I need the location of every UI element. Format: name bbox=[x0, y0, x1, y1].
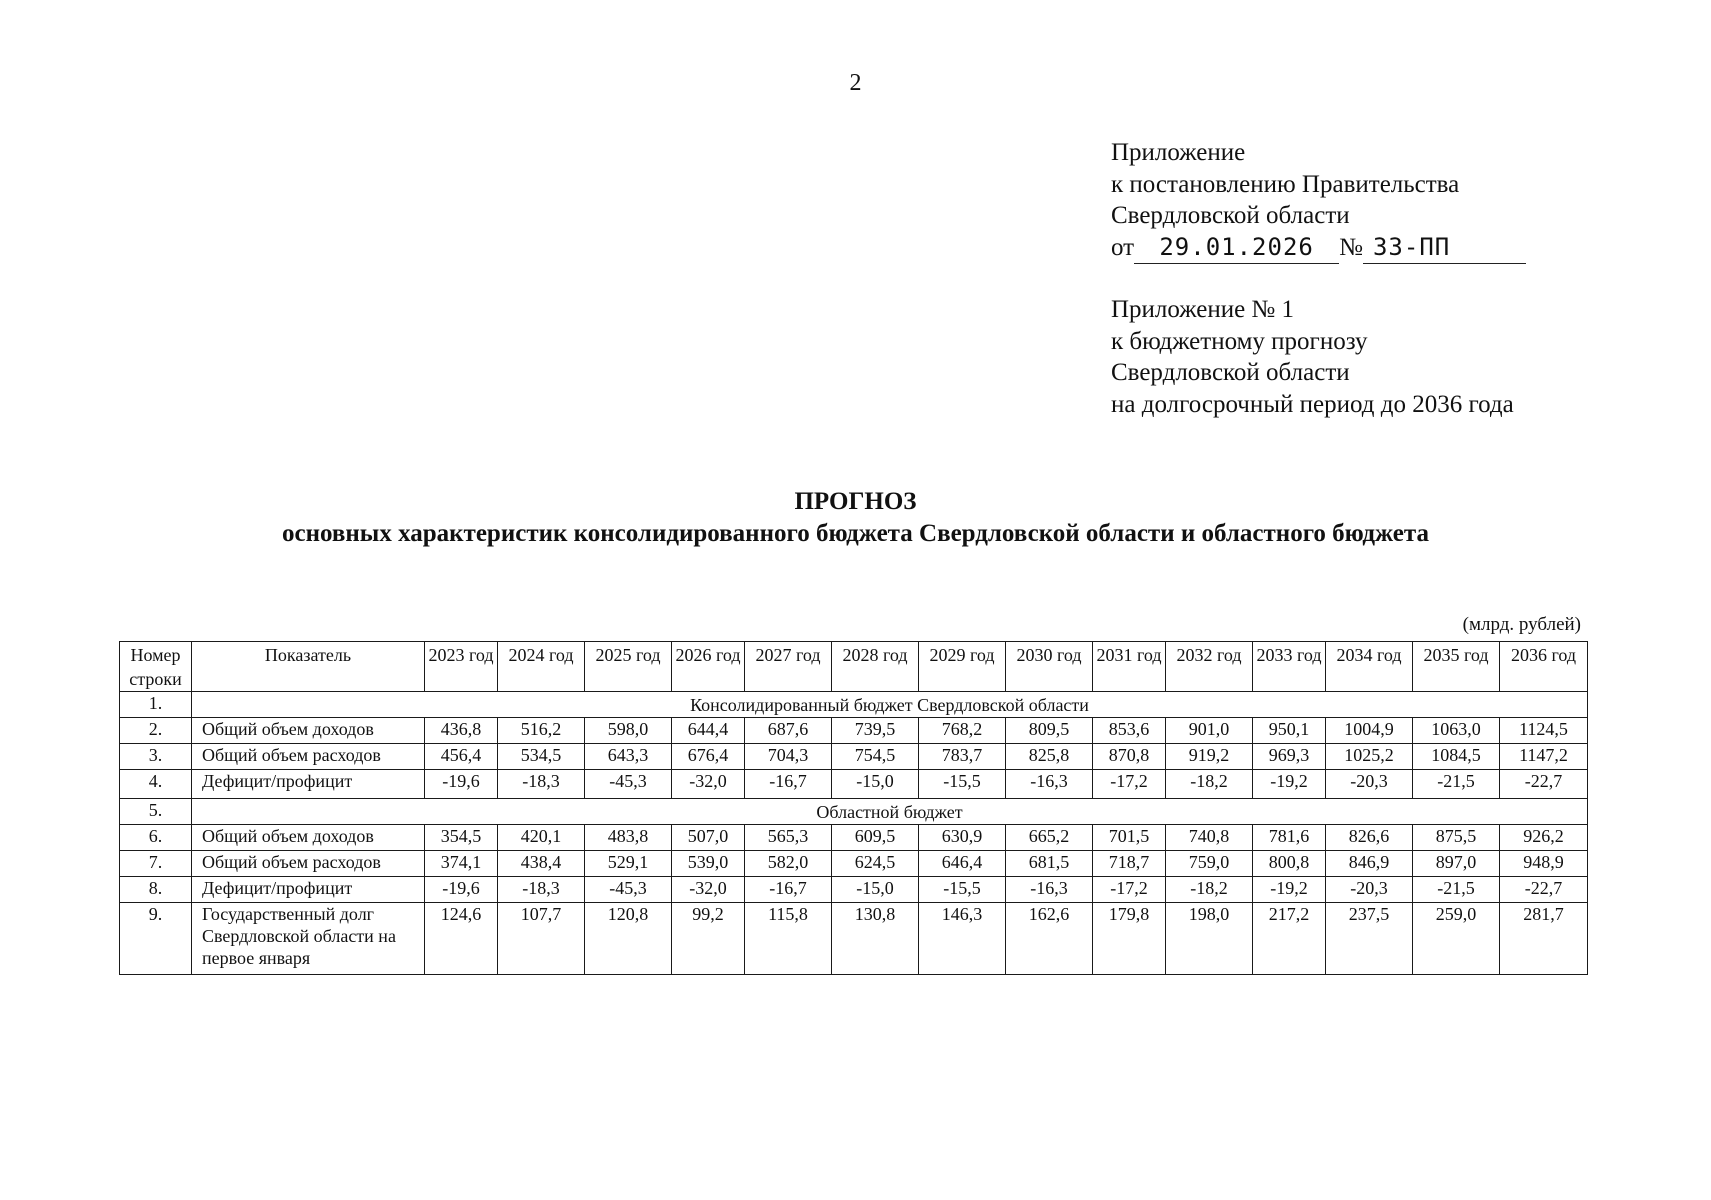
row-number: 6. bbox=[120, 825, 192, 851]
value-cell: 897,0 bbox=[1413, 851, 1500, 877]
value-cell: 1124,5 bbox=[1500, 718, 1588, 744]
value-cell: 354,5 bbox=[425, 825, 498, 851]
value-cell: 718,7 bbox=[1093, 851, 1166, 877]
value-cell: -19,2 bbox=[1253, 770, 1326, 799]
table-row bbox=[120, 903, 1588, 975]
document-number: 33-ПП bbox=[1363, 232, 1526, 265]
value-cell: 107,7 bbox=[498, 903, 585, 975]
row-number: 4. bbox=[120, 770, 192, 799]
value-cell: 644,4 bbox=[672, 718, 745, 744]
column-header-year: 2027 год bbox=[745, 642, 832, 692]
appendix-block bbox=[1111, 137, 1526, 264]
date-prefix: от bbox=[1111, 233, 1135, 261]
value-cell: 781,6 bbox=[1253, 825, 1326, 851]
value-cell: 681,5 bbox=[1006, 851, 1093, 877]
value-cell: 846,9 bbox=[1326, 851, 1413, 877]
value-cell: 565,3 bbox=[745, 825, 832, 851]
value-cell: 1004,9 bbox=[1326, 718, 1413, 744]
value-cell: 624,5 bbox=[832, 851, 919, 877]
value-cell: -18,2 bbox=[1166, 877, 1253, 903]
value-cell: 483,8 bbox=[585, 825, 672, 851]
value-cell: 754,5 bbox=[832, 744, 919, 770]
value-cell: 919,2 bbox=[1166, 744, 1253, 770]
value-cell: 179,8 bbox=[1093, 903, 1166, 975]
table-row bbox=[120, 825, 1588, 851]
table-row bbox=[120, 770, 1588, 799]
value-cell: -20,3 bbox=[1326, 877, 1413, 903]
table-row bbox=[120, 718, 1588, 744]
column-header-number: Номер строки bbox=[120, 642, 192, 692]
value-cell: -16,7 bbox=[745, 877, 832, 903]
value-cell: -19,6 bbox=[425, 877, 498, 903]
forecast-table bbox=[119, 641, 1588, 975]
appendix2-line: Приложение № 1 bbox=[1111, 296, 1295, 323]
table-row bbox=[120, 877, 1588, 903]
value-cell: 809,5 bbox=[1006, 718, 1093, 744]
appendix2-block bbox=[1111, 294, 1514, 420]
value-cell: -17,2 bbox=[1093, 770, 1166, 799]
indicator-label: Общий объем доходов bbox=[192, 825, 425, 851]
value-cell: -45,3 bbox=[585, 770, 672, 799]
value-cell: 534,5 bbox=[498, 744, 585, 770]
column-header-year: 2031 год bbox=[1093, 642, 1166, 692]
column-header-year: 2032 год bbox=[1166, 642, 1253, 692]
row-number: 5. bbox=[120, 799, 192, 825]
value-cell: 704,3 bbox=[745, 744, 832, 770]
value-cell: 539,0 bbox=[672, 851, 745, 877]
table-row bbox=[120, 851, 1588, 877]
value-cell: 969,3 bbox=[1253, 744, 1326, 770]
value-cell: 609,5 bbox=[832, 825, 919, 851]
appendix2-line: Свердловской области bbox=[1111, 359, 1350, 386]
value-cell: 1025,2 bbox=[1326, 744, 1413, 770]
value-cell: 1063,0 bbox=[1413, 718, 1500, 744]
column-header-year: 2035 год bbox=[1413, 642, 1500, 692]
value-cell: 99,2 bbox=[672, 903, 745, 975]
value-cell: 507,0 bbox=[672, 825, 745, 851]
value-cell: -16,3 bbox=[1006, 877, 1093, 903]
column-header-year: 2024 год bbox=[498, 642, 585, 692]
value-cell: 237,5 bbox=[1326, 903, 1413, 975]
value-cell: 146,3 bbox=[919, 903, 1006, 975]
value-cell: -16,7 bbox=[745, 770, 832, 799]
value-cell: 759,0 bbox=[1166, 851, 1253, 877]
value-cell: -18,2 bbox=[1166, 770, 1253, 799]
value-cell: 950,1 bbox=[1253, 718, 1326, 744]
row-number: 3. bbox=[120, 744, 192, 770]
row-number: 7. bbox=[120, 851, 192, 877]
value-cell: -21,5 bbox=[1413, 877, 1500, 903]
value-cell: 740,8 bbox=[1166, 825, 1253, 851]
table-row bbox=[120, 692, 1588, 718]
appendix-line: Приложение bbox=[1111, 139, 1246, 166]
indicator-label: Дефицит/профицит bbox=[192, 770, 425, 799]
date-value: 29.01.2026 bbox=[1134, 232, 1339, 265]
indicator-label: Общий объем доходов bbox=[192, 718, 425, 744]
column-header-year: 2034 год bbox=[1326, 642, 1413, 692]
row-number: 8. bbox=[120, 877, 192, 903]
column-header-year: 2029 год bbox=[919, 642, 1006, 692]
row-number: 9. bbox=[120, 903, 192, 975]
value-cell: -22,7 bbox=[1500, 770, 1588, 799]
value-cell: -15,0 bbox=[832, 877, 919, 903]
value-cell: 198,0 bbox=[1166, 903, 1253, 975]
value-cell: -19,2 bbox=[1253, 877, 1326, 903]
value-cell: 516,2 bbox=[498, 718, 585, 744]
value-cell: 1147,2 bbox=[1500, 744, 1588, 770]
value-cell: -18,3 bbox=[498, 770, 585, 799]
value-cell: 676,4 bbox=[672, 744, 745, 770]
row-number: 2. bbox=[120, 718, 192, 744]
value-cell: -16,3 bbox=[1006, 770, 1093, 799]
value-cell: 870,8 bbox=[1093, 744, 1166, 770]
value-cell: 456,4 bbox=[425, 744, 498, 770]
value-cell: -32,0 bbox=[672, 877, 745, 903]
value-cell: -19,6 bbox=[425, 770, 498, 799]
value-cell: -15,5 bbox=[919, 770, 1006, 799]
value-cell: 853,6 bbox=[1093, 718, 1166, 744]
document-title: ПРОГНОЗ bbox=[794, 488, 917, 515]
value-cell: 529,1 bbox=[585, 851, 672, 877]
indicator-label: Дефицит/профицит bbox=[192, 877, 425, 903]
number-sign: № bbox=[1339, 233, 1363, 261]
value-cell: 436,8 bbox=[425, 718, 498, 744]
value-cell: -22,7 bbox=[1500, 877, 1588, 903]
appendix-date-line bbox=[1111, 232, 1526, 265]
value-cell: 438,4 bbox=[498, 851, 585, 877]
table-row bbox=[120, 744, 1588, 770]
appendix-line: к постановлению Правительства bbox=[1111, 170, 1460, 198]
table-header-row bbox=[120, 642, 1588, 692]
value-cell: 115,8 bbox=[745, 903, 832, 975]
section-header: Областной бюджет bbox=[192, 799, 1588, 825]
value-cell: -18,3 bbox=[498, 877, 585, 903]
column-header-indicator: Показатель bbox=[192, 642, 425, 692]
column-header-year: 2030 год bbox=[1006, 642, 1093, 692]
value-cell: -20,3 bbox=[1326, 770, 1413, 799]
column-header-year: 2033 год bbox=[1253, 642, 1326, 692]
page-number: 2 bbox=[849, 70, 862, 96]
value-cell: 120,8 bbox=[585, 903, 672, 975]
value-cell: -15,0 bbox=[832, 770, 919, 799]
value-cell: -45,3 bbox=[585, 877, 672, 903]
section-header: Консолидированный бюджет Свердловской области bbox=[192, 692, 1588, 718]
value-cell: 643,3 bbox=[585, 744, 672, 770]
value-cell: 630,9 bbox=[919, 825, 1006, 851]
indicator-label: Общий объем расходов bbox=[192, 744, 425, 770]
indicator-label: Общий объем расходов bbox=[192, 851, 425, 877]
value-cell: 768,2 bbox=[919, 718, 1006, 744]
appendix2-line: на долгосрочный период до 2036 года bbox=[1111, 390, 1514, 418]
value-cell: 420,1 bbox=[498, 825, 585, 851]
indicator-label: Государственный долг Свердловской области на первое января bbox=[192, 903, 425, 975]
value-cell: 374,1 bbox=[425, 851, 498, 877]
value-cell: 687,6 bbox=[745, 718, 832, 744]
value-cell: -21,5 bbox=[1413, 770, 1500, 799]
value-cell: 826,6 bbox=[1326, 825, 1413, 851]
value-cell: 701,5 bbox=[1093, 825, 1166, 851]
column-header-year: 2026 год bbox=[672, 642, 745, 692]
unit-label: (млрд. рублей) bbox=[1462, 614, 1581, 635]
value-cell: 948,9 bbox=[1500, 851, 1588, 877]
column-header-year: 2028 год bbox=[832, 642, 919, 692]
value-cell: 1084,5 bbox=[1413, 744, 1500, 770]
value-cell: 582,0 bbox=[745, 851, 832, 877]
value-cell: 875,5 bbox=[1413, 825, 1500, 851]
document-subtitle: основных характеристик консолидированного бюджета Свердловской области и областного бюджета bbox=[282, 520, 1429, 547]
column-header-year: 2036 год bbox=[1500, 642, 1588, 692]
value-cell: -17,2 bbox=[1093, 877, 1166, 903]
value-cell: 217,2 bbox=[1253, 903, 1326, 975]
value-cell: 926,2 bbox=[1500, 825, 1588, 851]
value-cell: 783,7 bbox=[919, 744, 1006, 770]
row-number: 1. bbox=[120, 692, 192, 718]
value-cell: 259,0 bbox=[1413, 903, 1500, 975]
value-cell: 130,8 bbox=[832, 903, 919, 975]
appendix2-line: к бюджетному прогнозу bbox=[1111, 327, 1368, 355]
value-cell: 825,8 bbox=[1006, 744, 1093, 770]
value-cell: 665,2 bbox=[1006, 825, 1093, 851]
value-cell: 646,4 bbox=[919, 851, 1006, 877]
value-cell: 281,7 bbox=[1500, 903, 1588, 975]
value-cell: -32,0 bbox=[672, 770, 745, 799]
value-cell: 598,0 bbox=[585, 718, 672, 744]
table-row bbox=[120, 799, 1588, 825]
appendix-line: Свердловской области bbox=[1111, 202, 1350, 229]
value-cell: 162,6 bbox=[1006, 903, 1093, 975]
value-cell: 901,0 bbox=[1166, 718, 1253, 744]
value-cell: 739,5 bbox=[832, 718, 919, 744]
value-cell: 124,6 bbox=[425, 903, 498, 975]
value-cell: 800,8 bbox=[1253, 851, 1326, 877]
value-cell: -15,5 bbox=[919, 877, 1006, 903]
column-header-year: 2025 год bbox=[585, 642, 672, 692]
column-header-year: 2023 год bbox=[425, 642, 498, 692]
